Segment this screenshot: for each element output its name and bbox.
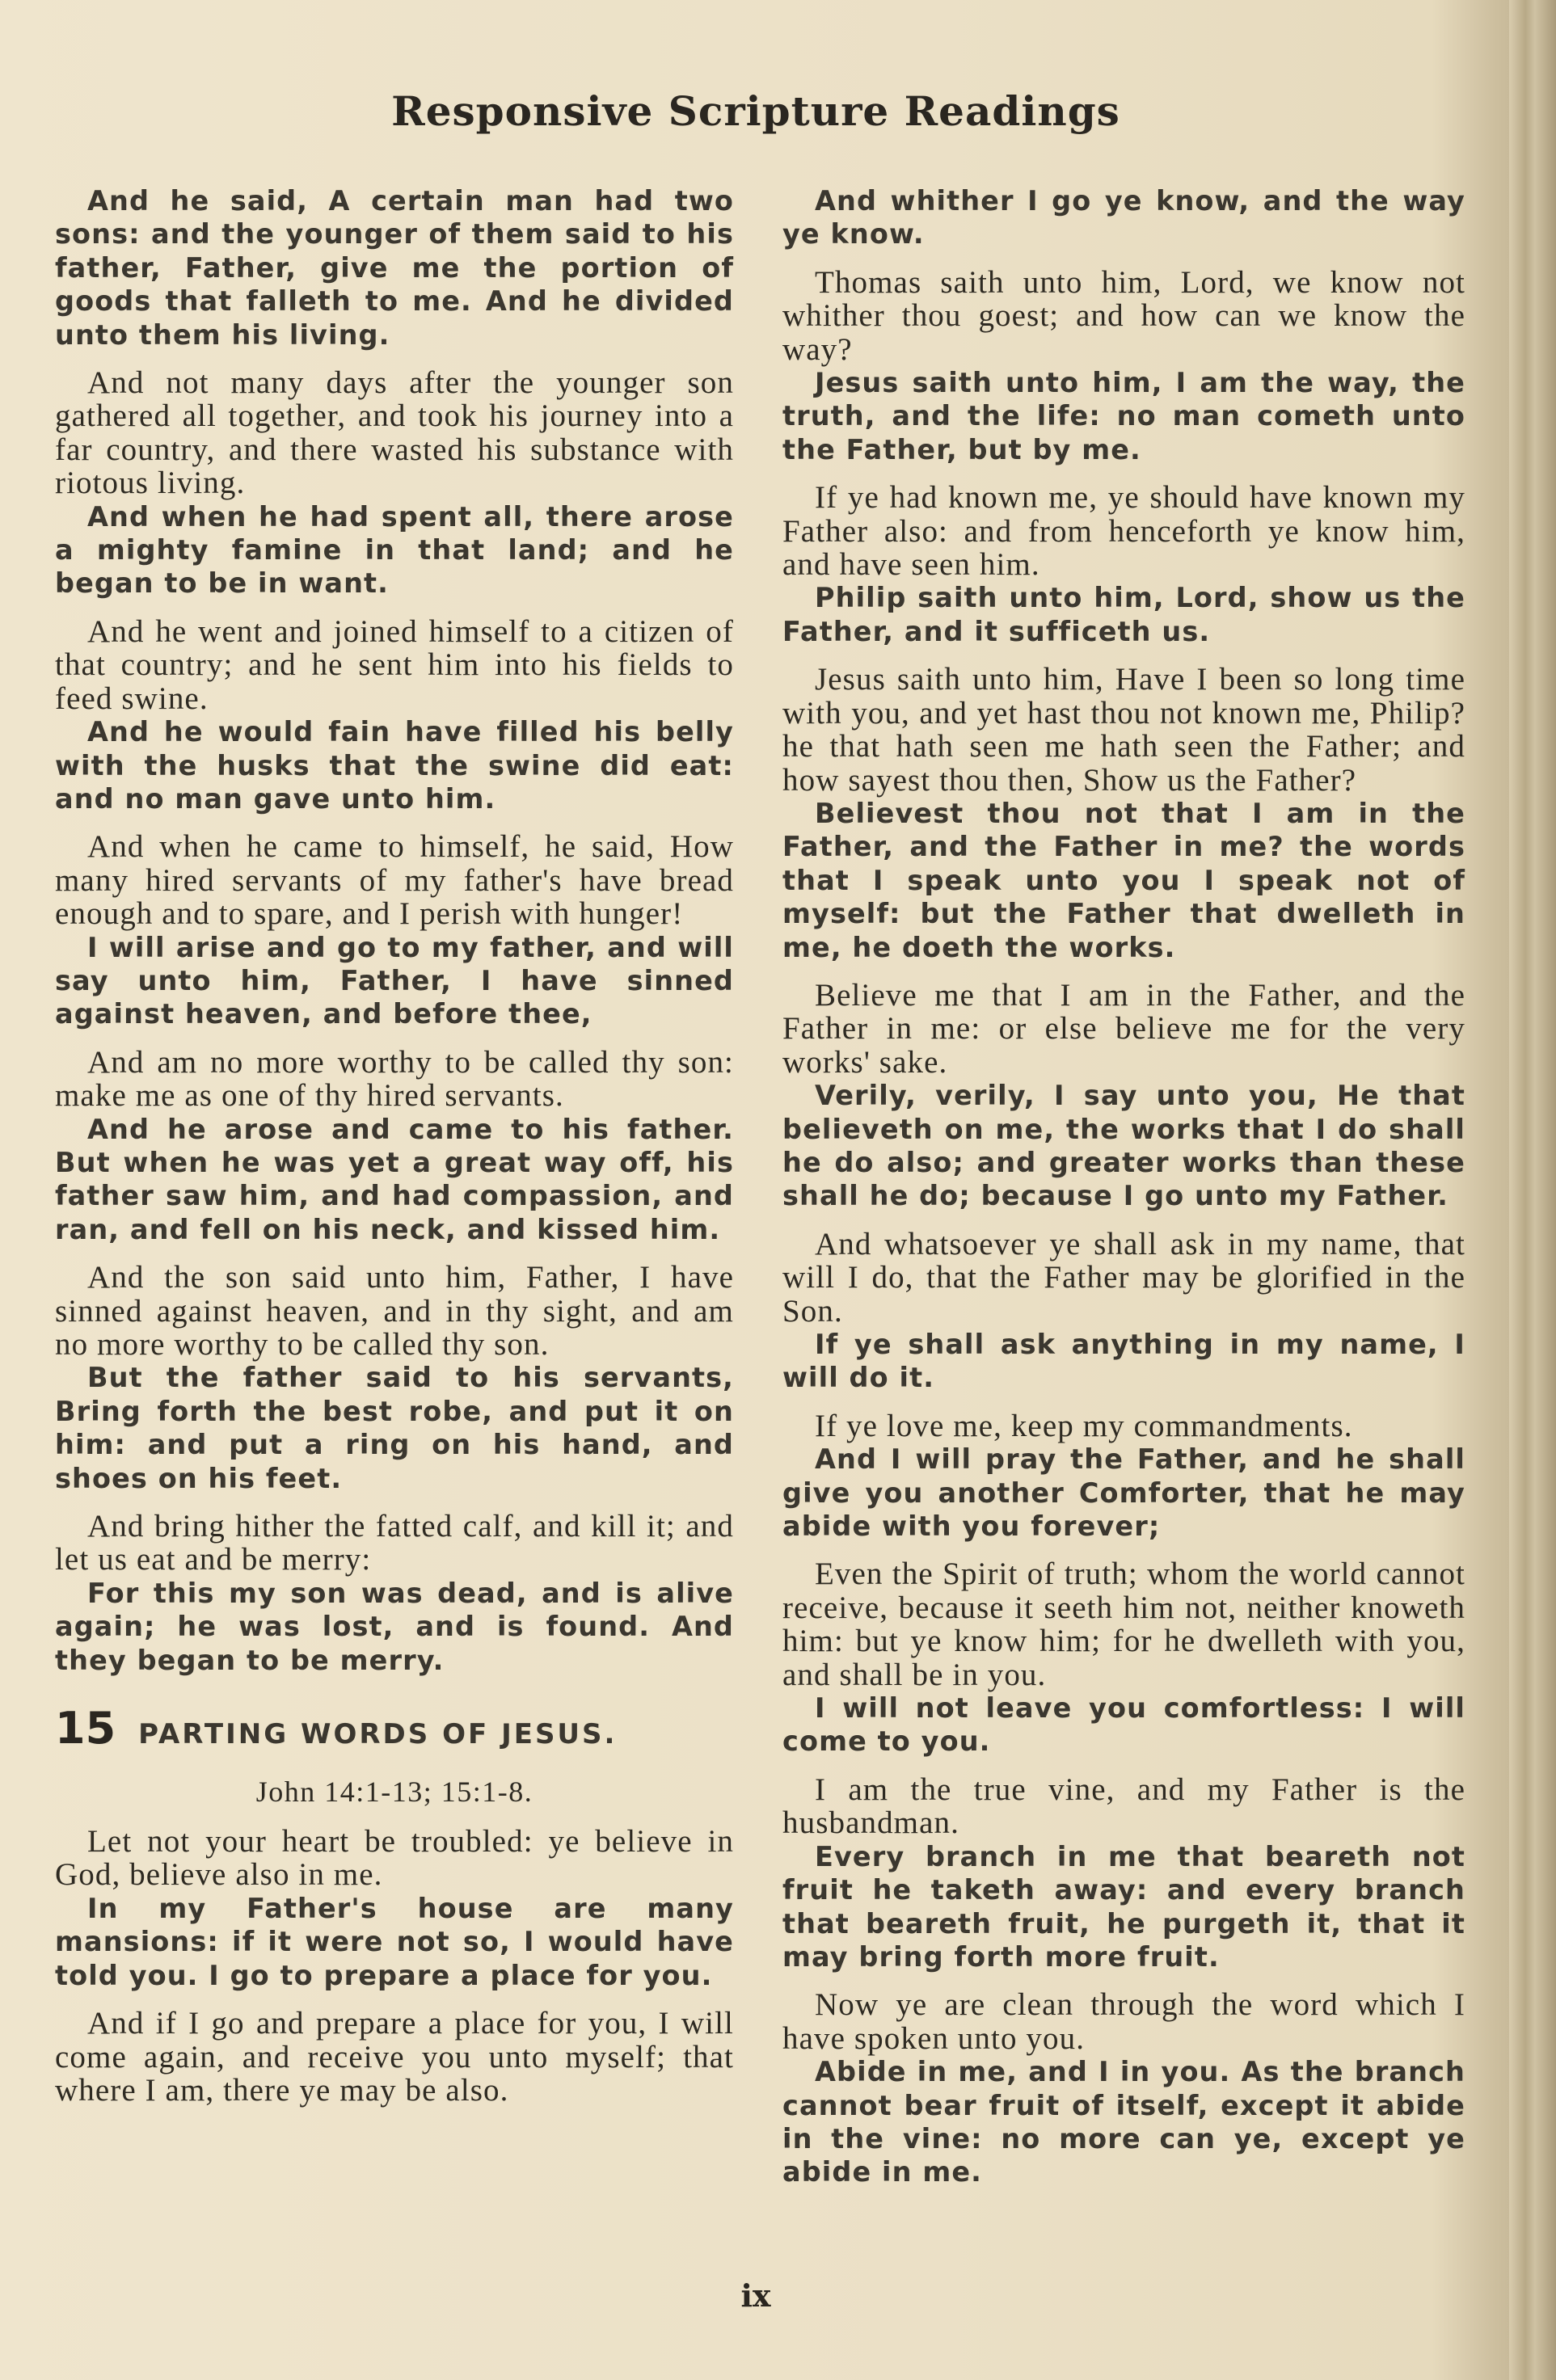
verse: And not many days after the younger son gathered all together, and took his journey into a far country, and there wasted his substance with riotous living.	[55, 365, 734, 501]
verse: Believest thou not that I am in the Father, and the Father in me? the words that I speak unto you I speak not of myself: but the Father that dwelleth in me, he doeth the works.	[782, 797, 1465, 963]
verse: For this my son was dead, and is alive again; he was lost, and is found. And they began to be merry.	[55, 1577, 734, 1676]
verse: Now ye are clean through the word which I have spoken unto you.	[782, 1987, 1465, 2056]
verse: And if I go and prepare a place for you, I will come again, and receive you unto myself; that where I am, there ye may be also.	[55, 2006, 734, 2108]
verse: And whither I go ye know, and the way ye know.	[782, 185, 1465, 251]
section-number: 15	[55, 1703, 116, 1754]
verse: Every branch in me that beareth not fruit he taketh away: and every branch that beareth fruit, he purgeth it, that it may bring forth more fruit.	[782, 1840, 1465, 1973]
verse: And when he had spent all, there arose a mighty famine in that land; and he began to be in want.	[55, 500, 734, 600]
section-title: PARTING WORDS OF JESUS.	[138, 1718, 618, 1751]
verse: In my Father's house are many mansions: if it were not so, I would have told you. I go to prepare a place for you.	[55, 1892, 734, 1991]
page-number: ix	[740, 2277, 771, 2314]
verse: I will not leave you comfortless: I will come to you.	[782, 1692, 1465, 1758]
verse: Even the Spirit of truth; whom the world cannot receive, because it seeth him not, neither knoweth him: but ye know him; for he dwelleth with you, and shall be in you.	[782, 1556, 1465, 1692]
verse: If ye love me, keep my commandments.	[815, 1408, 1353, 1443]
verse: Jesus saith unto him, Have I been so long time with you, and yet hast thou not known me, Philip? he that hath seen me hath seen the Father; and how sayest thou then, Show us the Father?	[782, 662, 1465, 798]
verse: And the son said unto him, Father, I have sinned against heaven, and in thy sight, and am no more worthy to be called thy son.	[55, 1260, 734, 1362]
verse: If ye had known me, ye should have known my Father also: and from henceforth ye know him, and have seen him.	[782, 480, 1465, 583]
verse: But the father said to his servants, Bring forth the best robe, and put it on him: and put a ring on his hand, and shoes on his feet.	[55, 1362, 734, 1494]
verse: Let not your heart be troubled: ye believe in God, believe also in me.	[55, 1824, 734, 1893]
book-spine	[1509, 0, 1556, 2380]
verse: I will arise and go to my father, and will say unto him, Father, I have sinned against heaven, and before thee,	[55, 931, 734, 1030]
left-column	[55, 184, 734, 2107]
verse: Believe me that I am in the Father, and the Father in me: or else believe me for the very works' sake.	[782, 977, 1465, 1080]
verse: Thomas saith unto him, Lord, we know not whither thou goest; and how can we know the way?	[782, 264, 1465, 367]
verse: And am no more worthy to be called thy son: make me as one of thy hired servants.	[55, 1044, 734, 1114]
section-heading	[55, 1703, 734, 1754]
page-title: Responsive Scripture Readings	[391, 87, 1120, 135]
verse: If ye shall ask anything in my name, I will do it.	[782, 1329, 1465, 1394]
verse: Philip saith unto him, Lord, show us the Father, and it sufficeth us.	[782, 582, 1465, 647]
verse: And when he came to himself, he said, How many hired servants of my father's have bread enough and to spare, and I perish with hunger!	[55, 829, 734, 932]
verse: And he would fain have filled his belly with the husks that the swine did eat: and no man gave unto him.	[55, 716, 734, 815]
right-column	[782, 184, 1465, 2189]
verse: Verily, verily, I say unto you, He that believeth on me, the works that I do shall he do also; and greater works than these shall he do; because I go unto my Father.	[782, 1080, 1465, 1212]
verse: And he said, A certain man had two sons: and the younger of them said to his father, Father, give me the portion of goods that falleth to me. And he divided unto them his living.	[55, 185, 734, 351]
verse: Jesus saith unto him, I am the way, the truth, and the life: no man cometh unto the Father, but by me.	[782, 367, 1465, 465]
verse: And he went and joined himself to a citizen of that country; and he sent him into his fields to feed swine.	[55, 613, 734, 716]
verse: And he arose and came to his father. But when he was yet a great way off, his father saw him, and had compassion, and ran, and fell on his neck, and kissed him.	[55, 1113, 734, 1245]
scripture-reference: John 14:1-13; 15:1-8.	[255, 1776, 533, 1809]
verse: And bring hither the fatted calf, and kill it; and let us eat and be merry:	[55, 1509, 734, 1578]
verse: Abide in me, and I in you. As the branch cannot bear fruit of itself, except it abide in the vine: no more can ye, except ye abide in me.	[782, 2056, 1465, 2188]
verse: And I will pray the Father, and he shall give you another Comforter, that he may abide with you forever;	[782, 1443, 1465, 1543]
verse: And whatsoever ye shall ask in my name, that will I do, that the Father may be glorified in the Son.	[782, 1226, 1465, 1329]
verse: I am the true vine, and my Father is the husbandman.	[782, 1771, 1465, 1841]
